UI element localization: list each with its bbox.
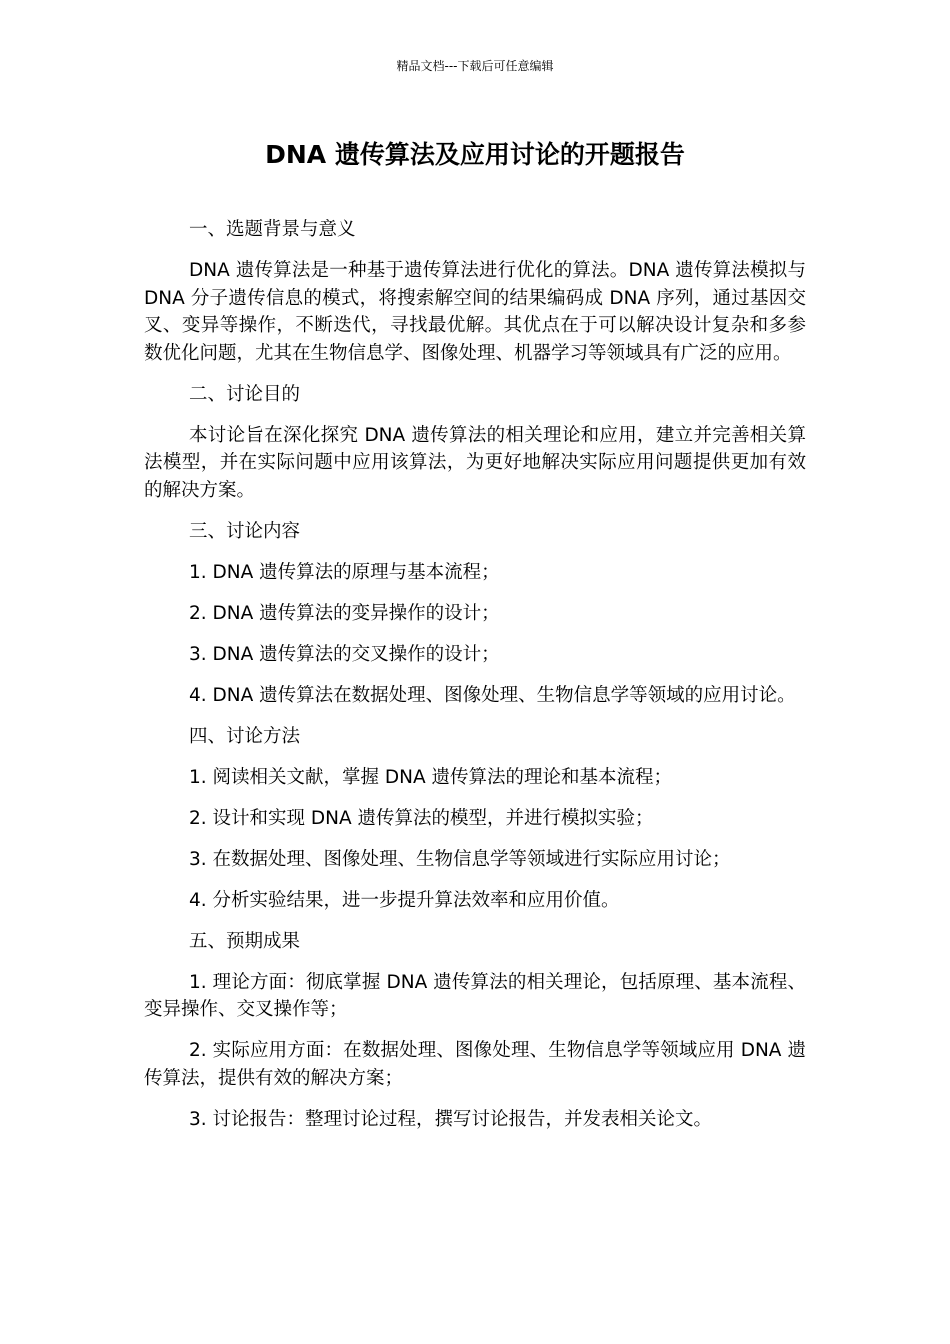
document-title: DNA 遗传算法及应用讨论的开题报告 (265, 140, 685, 169)
page-header-note: 精品文档---下载后可任意编辑 (396, 59, 554, 73)
section-paragraph-purpose: 本讨论旨在深化探究 DNA 遗传算法的相关理论和应用，建立并完善相关算法模型，并在实际问题中应用该算法，为更好地解决实际应用问题提供更加有效的解决方案。 (144, 424, 806, 501)
list-item: 3. DNA 遗传算法的交叉操作的设计； (189, 643, 500, 665)
list-item: 2. 实际应用方面：在数据处理、图像处理、生物信息学等领域应用 DNA 遗传算法，提供有效的解决方案； (144, 1040, 806, 1089)
section-paragraph-background: DNA 遗传算法是一种基于遗传算法进行优化的算法。DNA 遗传算法模拟与 DNA 分子遗传信息的模式，将搜索解空间的结果编码成 DNA 序列，通过基因交叉、变异等操作，不断迭代，寻找最优解。其优点在于可以解决设计复杂和多参数优化问题，尤其在生物信息学、图像处理、机器学习等领域具有广泛的应用。 (144, 260, 806, 364)
section-heading-purpose: 二、讨论目的 (189, 383, 301, 405)
list-item: 1. DNA 遗传算法的原理与基本流程； (189, 561, 500, 583)
section-heading-results: 五、预期成果 (189, 930, 301, 952)
list-item: 1. 理论方面：彻底掌握 DNA 遗传算法的相关理论，包括原理、基本流程、变异操作、交叉操作等； (144, 971, 806, 1020)
list-item: 3. 在数据处理、图像处理、生物信息学等领域进行实际应用讨论； (189, 848, 731, 870)
section-heading-background: 一、选题背景与意义 (189, 219, 356, 240)
list-item: 2. 设计和实现 DNA 遗传算法的模型，并进行模拟实验； (189, 807, 654, 829)
section-heading-content: 三、讨论内容 (189, 520, 301, 542)
list-item: 1. 阅读相关文献，掌握 DNA 遗传算法的理论和基本流程； (189, 766, 673, 788)
list-item: 4. 分析实验结果，进一步提升算法效率和应用价值。 (189, 889, 620, 911)
section-heading-method: 四、讨论方法 (189, 725, 301, 747)
list-item: 4. DNA 遗传算法在数据处理、图像处理、生物信息学等领域的应用讨论。 (189, 684, 796, 706)
list-item: 3. 讨论报告：整理讨论过程，撰写讨论报告，并发表相关论文。 (189, 1108, 713, 1130)
document-body (144, 216, 806, 1147)
list-item: 2. DNA 遗传算法的变异操作的设计； (189, 602, 500, 624)
